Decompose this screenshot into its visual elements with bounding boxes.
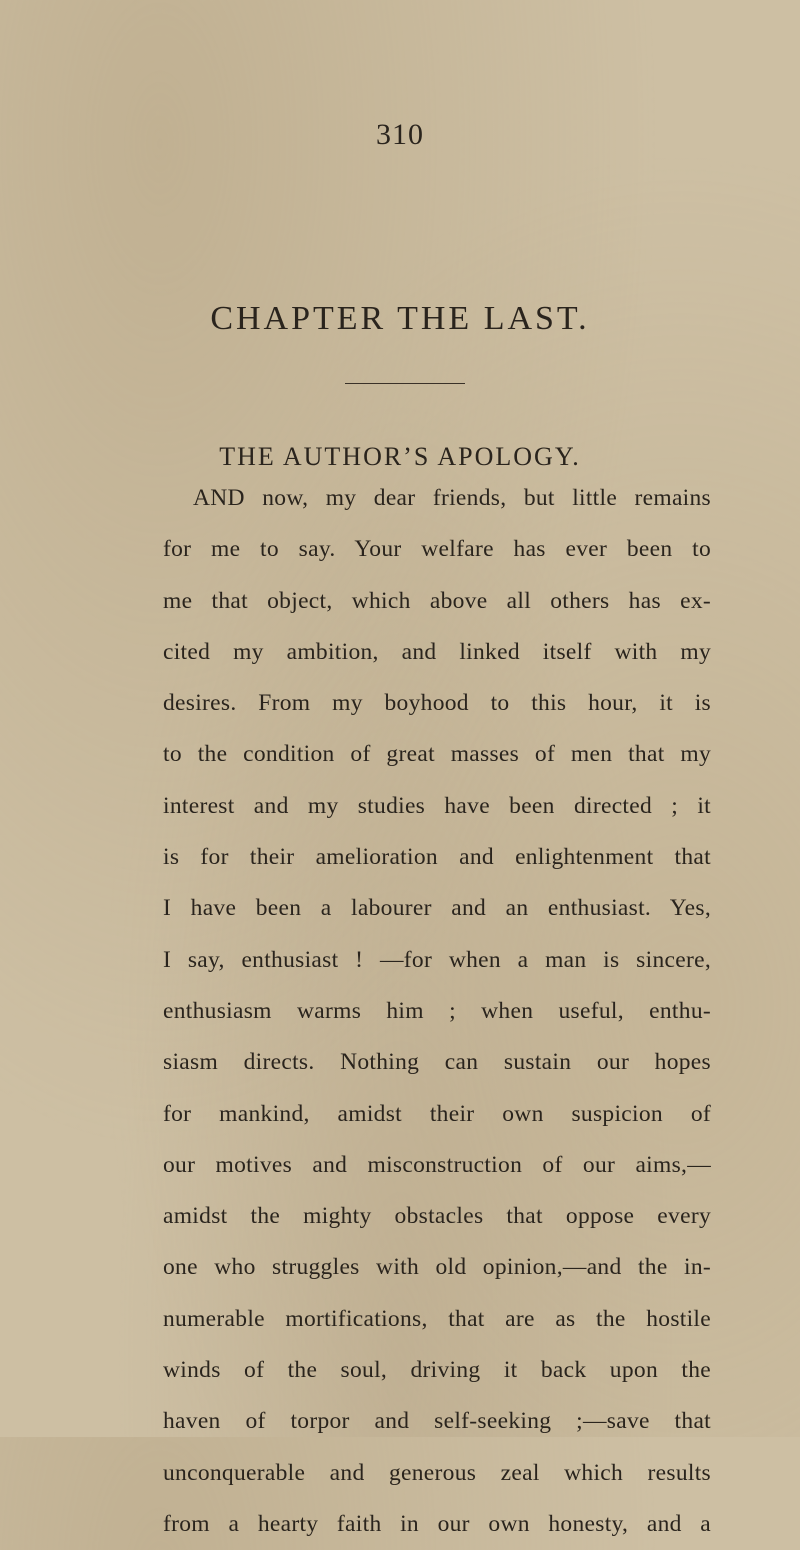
text-line: for me to say. Your welfare has ever been to <box>163 536 711 563</box>
text-line: AND now, my dear friends, but little remains <box>193 485 711 511</box>
text-line: desires. From my boyhood to this hour, it is <box>163 690 711 717</box>
text-line: is for their amelioration and enlightenment that <box>163 844 711 871</box>
text-line: amidst the mighty obstacles that oppose every <box>163 1203 711 1230</box>
chapter-title: CHAPTER THE LAST. <box>210 300 590 337</box>
text-line: our motives and misconstruction of our aims,— <box>163 1151 711 1178</box>
page-number: 310 <box>376 118 424 151</box>
text-line: I have been a labourer and an enthusiast. Yes, <box>163 895 711 922</box>
text-line: numerable mortifications, that are as the hostile <box>163 1305 711 1332</box>
text-line: unconquerable and generous zeal which results <box>163 1459 711 1486</box>
text-line: for mankind, amidst their own suspicion of <box>163 1100 711 1127</box>
body-paragraph <box>163 473 711 1550</box>
text-line: winds of the soul, driving it back upon the <box>163 1357 711 1384</box>
text-line: me that object, which above all others has ex- <box>163 587 711 614</box>
text-line: I say, enthusiast ! —for when a man is sincere, <box>163 946 711 973</box>
text-line: cited my ambition, and linked itself with my <box>163 638 711 665</box>
section-title: THE AUTHOR’S APOLOGY. <box>219 442 581 471</box>
text-line: to the condition of great masses of men that my <box>163 741 711 768</box>
text-line: siasm directs. Nothing can sustain our hopes <box>163 1049 711 1076</box>
title-divider <box>345 383 465 384</box>
text-line: haven of torpor and self-seeking ;—save that <box>163 1408 711 1435</box>
text-line: one who struggles with old opinion,—and the in- <box>163 1254 711 1281</box>
text-line: interest and my studies have been directed ; it <box>163 792 711 819</box>
text-line: enthusiasm warms him ; when useful, enthu- <box>163 997 711 1024</box>
text-line: from a hearty faith in our own honesty, and a <box>163 1510 711 1537</box>
